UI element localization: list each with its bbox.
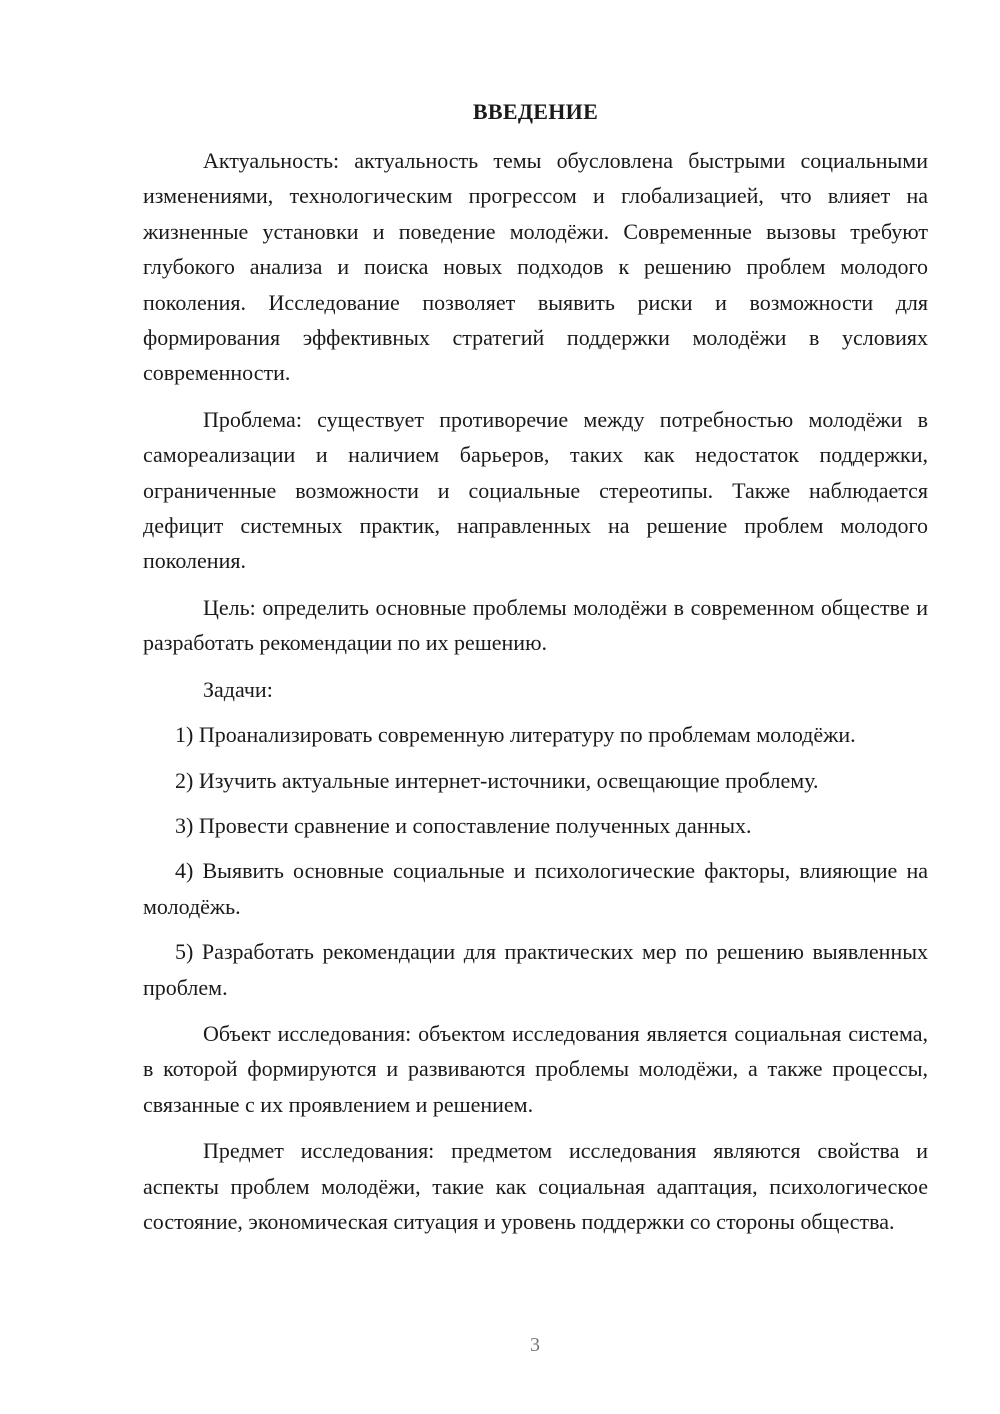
relevance-paragraph: Актуальность: актуальность темы обусловлена быстрыми социальными изменениями, технологическим прогрессом и глобализацией, что влияет на жизненные установки и поведение молодёжи. Современные вызовы требуют глубокого анализа и поиска новых подходов к решению проблем молодого поколения. Исследование позволяет выявить риски и возможности для формирования эффективных стратегий поддержки молодёжи в условиях современности. [143,148,928,386]
task-item: 1) Проанализировать современную литературу по проблемам молодёжи. [175,722,856,748]
tasks-heading: Задачи: [203,676,273,702]
task-item: 4) Выявить основные социальные и психологические факторы, влияющие на молодёжь. [143,858,928,919]
page-number: 3 [530,1334,540,1356]
goal-paragraph: Цель: определить основные проблемы молодёжи в современном обществе и разработать рекомендации по их решению. [143,594,928,656]
subject-paragraph: Предмет исследования: предметом исследования являются свойства и аспекты проблем молодёжи, такие как социальная адаптация, психологическое состояние, экономическая ситуация и уровень поддержки со стороны общества. [143,1138,928,1234]
task-item: 2) Изучить актуальные интернет-источники, освещающие проблему. [175,767,819,793]
object-paragraph: Объект исследования: объектом исследования является социальная система, в которой формируются и развиваются проблемы молодёжи, а также процессы, связанные с их проявлением и решением. [143,1020,928,1117]
section-title: ВВЕДЕНИЕ [472,99,599,124]
document-page [143,94,928,1239]
problem-paragraph: Проблема: существует противоречие между потребностью молодёжи в самореализации и наличием барьеров, таких как недостаток поддержки, ограниченные возможности и социальные стереотипы. Также наблюдается дефицит системных практик, направленных на решение проблем молодого поколения. [143,406,928,574]
task-item: 3) Провести сравнение и сопоставление полученных данных. [175,812,752,838]
task-item: 5) Разработать рекомендации для практических мер по решению выявленных проблем. [143,939,928,1000]
